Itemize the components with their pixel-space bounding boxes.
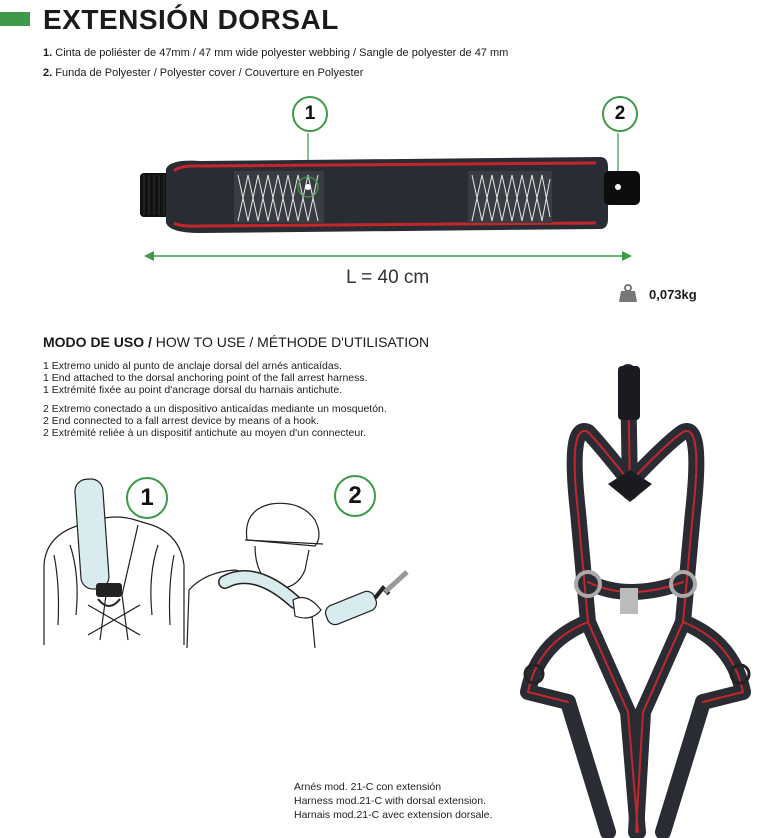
callout-1: 1 bbox=[292, 96, 328, 132]
caption-line: Harness mod.21-C with dorsal extension. bbox=[294, 795, 487, 807]
accent-bar bbox=[0, 12, 30, 26]
usage-heading: MODO DE USO / HOW TO USE / MÉTHODE D'UTILISATION bbox=[43, 334, 430, 350]
callout-2: 2 bbox=[602, 96, 638, 132]
caption-line: Arnés mod. 21-C con extensión bbox=[294, 781, 442, 793]
usage-line: 1 Extremo unido al punto de anclaje dorsal del arnés anticaídas. bbox=[43, 360, 342, 372]
usage-line: 1 End attached to the dorsal anchoring point of the fall arrest harness. bbox=[43, 372, 368, 384]
weight-icon bbox=[618, 283, 638, 303]
length-label: L = 40 cm bbox=[346, 267, 430, 288]
usage-line: 2 End connected to a fall arrest device by means of a hook. bbox=[43, 415, 320, 427]
spec-line-2: 2. Funda de Polyester / Polyester cover / Couverture en Polyester bbox=[43, 67, 364, 79]
usage-line: 2 Extrémité reliée à un dispositif antichute au moyen d'un connecteur. bbox=[43, 427, 367, 439]
usage-line: 1 Extrémité fixée au point d'ancrage dorsal du harnais antichute. bbox=[43, 384, 343, 396]
weight-value: 0,073kg bbox=[649, 287, 697, 302]
illustration-callout-1: 1 bbox=[126, 477, 168, 519]
illustration-callout-2: 2 bbox=[334, 475, 376, 517]
worker-illustration bbox=[185, 480, 415, 650]
spec-line-1: 1. Cinta de poliéster de 47mm / 47 mm wide polyester webbing / Sangle de polyester de 47 mm bbox=[43, 47, 509, 59]
usage-line: 2 Extremo conectado a un dispositivo anticaídas mediante un mosquetón. bbox=[43, 403, 387, 415]
dorsal-extension-image bbox=[130, 95, 650, 265]
harness-image bbox=[518, 362, 768, 838]
page-title: EXTENSIÓN DORSAL bbox=[43, 4, 339, 35]
caption-line: Harnais mod.21-C avec extension dorsale. bbox=[294, 809, 493, 821]
